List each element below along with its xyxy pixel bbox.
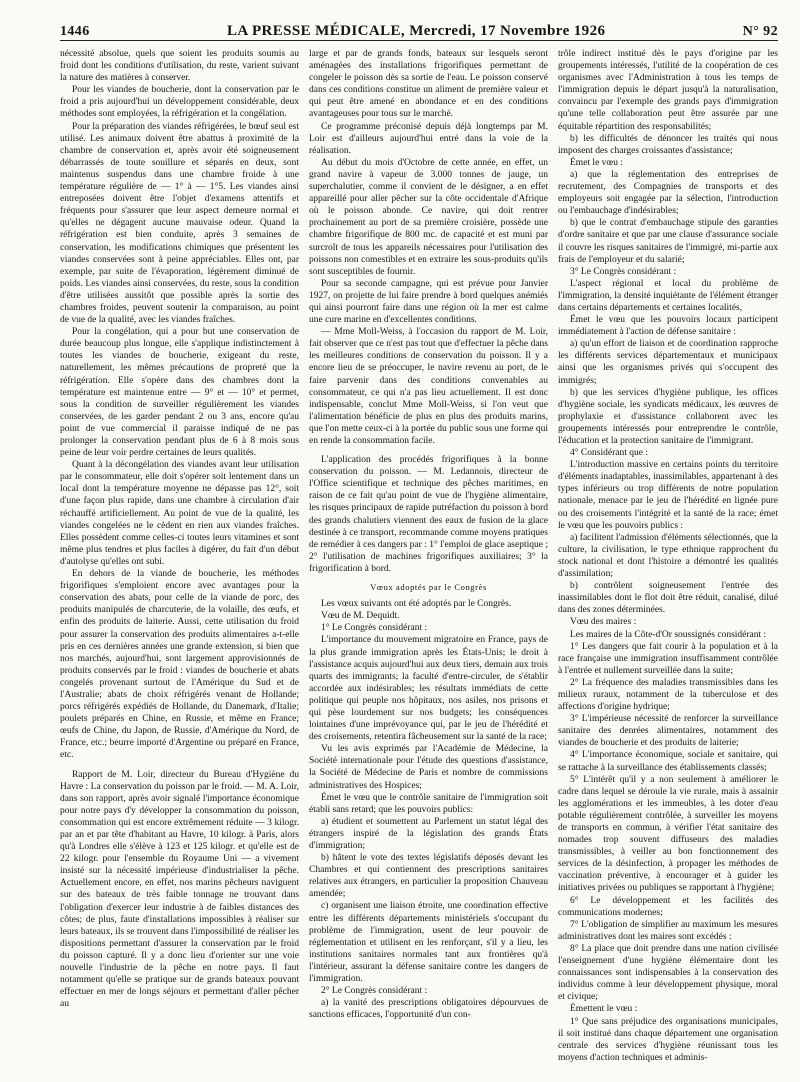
paragraph: c) organisent une liaison étroite, une coordination effective entre les différents départements ministériels s'occupant du problème de l'immigration, usent de leur pouvoir de réglementation et utilisent en les renforçant, s'il y a lieu, les institutions sanitaires normales tant aux frontières qu'à l'intérieur, assurant la défense sanitaire contre les dangers de l'immigration. xyxy=(309,901,548,985)
paragraph: Pour la préparation des viandes réfrigérées, le bœuf seul est utilisé. Les animaux doivent être abattus à proximité de la chambre de conservation et, après avoir été soigneusement débarrassés de toute souillure et séparés en deux, sont maintenus suspendus dans une chambre froide à une température régulière de — 1° à — 1°5. Les viandes ainsi entreposées doivent être l'objet d'examens attentifs et fréquents pour s'assurer que leur aspect demeure normal et qu'elles ne dégagent aucune mauvaise odeur. Quand la réfrigération est bien conduite, après 3 semaines de conservation, les modifications chimiques que présentent les viandes conservées sont à peine appréciables. Elles ont, par exemple, par suite de l'évaporation, légèrement diminué de poids. Les viandes ainsi conservées, du reste, sous la condition d'être utilisées aussitôt que possible après la sortie des chambres froides, peuvent soutenir la comparaison, au point de vue de la qualité, avec les viandes fraîches. xyxy=(60,121,299,326)
paragraph: Ce programme préconisé depuis déjà longtemps par M. Loir est d'ailleurs aujourd'hui entré dans la voie de la réalisation. xyxy=(309,121,548,156)
paragraph: 5° L'intérêt qu'il y a non seulement à améliorer le cadre dans lequel se déroule la vie rurale, mais à assainir les agglomérations et les immeubles, à les doter d'eau potable régulièrement contrôlée, à surveiller les moyens de transports en commun, à vérifier l'état sanitaire des nomades trop souvent diffuseurs des maladies transmissibles, à veiller au bon fonctionnement des services de la désinfection, à propager les méthodes de vaccination préventive, à encourager et à guider les initiatives privées ou publiques se rapportant à l'hygiène; xyxy=(558,774,778,894)
paragraph: — Mme Moll-Weiss, à l'occasion du rapport de M. Loir, fait observer que ce n'est pas tout que d'effectuer la pêche dans les meilleures conditions de conservation du poisson. Il y a encore lieu de se préoccuper, le navire revenu au port, de le faire parvenir dans des conditions convenables au consommateur, ce qui n'a pas lieu actuellement. Il est donc indispensable, conclut Mme Moll-Weiss, si l'on veut que l'alimentation bénéficie de plus en plus des produits marins, que l'on mette ceux-ci à la portée du public sous une forme qui en rende la consommation facile. xyxy=(309,327,548,446)
page-number: 1446 xyxy=(60,24,90,39)
paragraph: b) les difficultés de dénoncer les traités qui nous imposent des charges croissantes d'assistance; xyxy=(558,133,778,156)
paragraph: Quant à la décongélation des viandes avant leur utilisation par le consommateur, elle doit s'opérer soit lentement dans un local dont la température moyenne ne dépasse pas 12°, soit d'une façon plus rapide, dans une chambre à circulation d'air réchauffé artificiellement. Au point de vue de la qualité, les viandes congelées ne le cèdent en rien aux viandes fraîches. Elles possèdent comme celles-ci toutes leurs vitamines et sont même plus tendres et plus faciles à digérer, du fait d'un début d'autolyse qu'elles ont subi. xyxy=(60,460,299,567)
paragraph: 7° L'obligation de simplifier au maximum les mesures administratives dont les maires sont excédés : xyxy=(558,919,778,942)
paragraph: 3° L'impérieuse nécessité de renforcer la surveillance sanitaire des denrées alimentaires, notamment des viandes de boucherie et des produits de laiterie; xyxy=(558,714,778,749)
paragraph: Pour la congélation, qui a pour but une conservation de durée beaucoup plus longue, elle s'applique indistinctement à toutes les viandes de boucherie, exigeant du reste, naturellement, les mêmes précautions de propreté que la réfrigération. Elle s'opère dans des chambres dont la température est maintenue entre — 9° et — 10° et permet, sous la condition de surveiller régulièrement les viandes conservées, de les garder pendant 2 ou 3 ans, encore qu'au point de vue commercial il paraisse indiqué de ne pas prolonger la conservation pendant plus de 6 à 8 mois sous peine de leur voir perdre certaines de leurs qualités. xyxy=(60,327,299,459)
paragraph: L'introduction massive en certains points du territoire d'éléments inadaptables, inassimilables, appartenant à des types inférieurs ou trop différents de notre population nationale, menace par le jeu de l'hérédité en lignée pure ou des croisements l'intégrité et la santé de la race; émet le vœu que les pouvoirs publics : xyxy=(558,460,778,531)
paragraph: Les maires de la Côte-d'Or soussignés considérant : xyxy=(570,629,767,640)
paragraph: b) hâtent le vote des textes législatifs déposés devant les Chambres et qui contiennent des prescriptions sanitaires relatives aux étrangers, en particulier la proposition Chauveau amendée; xyxy=(309,853,548,900)
paragraph: nécessité absolue, quels que soient les produits soumis au froid dont les conditions d'utilisation, du reste, varient suivant la nature des matières à conserver. xyxy=(60,49,299,84)
text-column-2 xyxy=(309,48,548,1076)
paragraph: Émet le vœu que le contrôle sanitaire de l'immigration soit établi sans retard; que les pouvoirs publics: xyxy=(309,792,548,815)
paragraph: 2° La fréquence des maladies transmissibles dans les milieux ruraux, notamment de la tuberculose et des affections d'origine hydrique; xyxy=(558,677,778,713)
paragraph: L'importance du mouvement migratoire en France, pays de la plus grande immigration après les États-Unis; le droit à l'assistance acquis aujourd'hui aux deux tiers, demain aux trois quarts des immigrants; la faculté d'entre-circuler, de s'établir accordée aux indésirables; les résultats immédiats de cette politique qui peuple nos hôpitaux, nos asiles, nos prisons et qui pèse lourdement sur nos budgets; les conséquences lointaines d'une imprévoyance qui, par le jeu de l'hérédité et des croisements, retentira fâcheusement sur la santé de la race; xyxy=(309,635,548,743)
paragraph: Au début du mois d'Octobre de cette année, en effet, un grand navire à vapeur de 3.000 tonnes de jauge, un superchalutier, comme il convient de le désigner, a en effet appareillé pour aller pêcher sur la côte occidentale d'Afrique où le poisson abonde. Ce navire, qui doit rentrer prochainement au port de sa première croisière, possède une chambre frigorifique de 800 mc. de capacité et est muni par surcroît de tous les appareils nécessaires pour l'utilisation des poissons non comestibles et en extraire les sous-produits qu'ils sont susceptibles de fournir. xyxy=(309,157,548,277)
paragraph: 8° La place que doit prendre dans une nation civilisée l'enseignement d'une hygiène élémentaire dont les connaissances sont indispensables à la conservation des individus comme à leur développement physique, moral et civique; xyxy=(558,943,778,1003)
paragraph: b) que le contrat d'embauchage stipule des garanties d'ordre sanitaire et que par une clause d'assurance sociale il couvre les risques sanitaires de l'immigré, mi-partie aux frais de l'employeur et du salarié; xyxy=(558,218,778,265)
paragraph: 1° Le Congrès considérant : xyxy=(321,623,428,634)
paragraph: Émet le vœu : xyxy=(570,157,624,168)
paragraph: 4° Considérant que : xyxy=(570,448,648,459)
paragraph: b) contrôlent soigneusement l'entrée des inassimilables dont le flot doit être réduit, canalisé, dilué dans des zones déterminées. xyxy=(558,581,778,616)
paragraph: a) qu'un effort de liaison et de coordination rapproche les différents services départementaux et municipaux ainsi que les organismes privés qui s'occupent des immigrés; xyxy=(558,339,778,386)
paragraph: Les vœux suivants ont été adoptés par le Congrès. xyxy=(321,599,512,610)
paragraph: L'application des procédés frigorifiques à la bonne conservation du poisson. — M. Ledannois, directeur de l'Office scientifique et technique des pêches maritimes, en raison de ce fait qu'au point de vue de l'hygiène alimentaire, les risques principaux de rapide putréfaction du poisson à bord des grands chalutiers viennent des eaux de fusion de la glace destinée à ce transport, recommande comme moyens pratiques de remédier à ces dangers par : 1° l'emploi de glace aseptique ; 2° l'utilisation de machines frigorifiques auxiliaires; 3° la frigorification à bord. xyxy=(309,455,548,574)
paragraph: Vœu de M. Dequidt. xyxy=(321,611,400,622)
issue-number: N° 92 xyxy=(742,24,778,39)
paragraph: Pour les viandes de boucherie, dont la conservation par le froid a pris aujourd'hui un développement considérable, deux méthodes sont employées, la réfrigération et la congélation. xyxy=(60,85,299,120)
paragraph: 2° Le Congrès considérant : xyxy=(321,986,428,997)
paragraph: trôle indirect institué dès le pays d'origine par les groupements intéressés, l'utilité de la coopération de ces organismes avec l'Administration à tous les temps de l'immigration depuis le départ jusqu'à la naturalisation, convaincu par l'exemple des grands pays d'immigration qu'une telle collaboration peut être assurée par une équitable répartition des responsabilités; xyxy=(558,49,778,132)
paragraph: En dehors de la viande de boucherie, les méthodes frigorifiques s'emploient encore avec avantages pour la conservation des abats, pour celle de la viande de porc, des produits manipulés de charcuterie, de la volaille, des œufs, et enfin des produits de laiterie. Aussi, cette utilisation du froid pour assurer la conservation des produits alimentaires a-t-elle pris en ces dernières années une grande extension, si bien que nos marchés, aujourd'hui, sont largement approvisionnés de produits conservés par le froid : viandes de boucherie et abats congelés provenant surtout de l'Amérique du Sud et de l'Australie; abats de choix réfrigérés venant de Hollande; porcs réfrigérés expédiés de Hollande, du Danemark, d'Italie; poulets préparés en Chine, en Russie, et même en France; œufs de Chine, du Japon, de Russie, d'Amérique du Nord, de France, etc.; beurre importé d'Argentine ou préparé en France, etc. xyxy=(60,569,299,761)
text-column-1 xyxy=(60,48,299,1076)
paragraph: Rapport de M. Loir, directeur du Bureau d'Hygiène du Havre : La conservation du poisson par le froid. — M. A. Loir, dans son rapport, après avoir signalé l'importance économique pour notre pays d'y développer la consommation du poisson, consommation qui est encore extrêmement réduite — 3 kilogr. par an et par tête d'habitant au Havre, 10 kilogr. à Paris, alors qu'à Londres elle s'élève à 123 et 125 kilogr. et qu'elle est de 22 kilogr. pour l'ensemble du Royaume Uni — a vivement insisté sur la nécessité impérieuse d'industrialiser la pêche. Actuellement encore, en effet, nos marins pêcheurs naviguent sur des bateaux de très faible tonnage ne trouvant dans l'obligation d'exercer leur industrie à de faibles distances des côtes; de plus, faute d'installations impossibles à réaliser sur leurs bateaux, ils se trouvent dans l'impossibilité de réaliser les dispositions permettant d'assurer la conservation par le froid du poisson capturé. Il y a donc lieu d'orienter sur une voie nouvelle l'industrie de la pêche en notre pays. Il faut notamment qu'elle se pratique sur de grands bateaux pouvant effectuer en mer de longs séjours et permettant d'aller pêcher au xyxy=(60,769,299,1010)
paragraph: 4° L'importance économique, sociale et sanitaire, qui se rattache à la surveillance des établissements classés; xyxy=(558,750,778,773)
paragraph: Vœu des maires : xyxy=(570,617,637,628)
paragraph: L'aspect régional et local du problème de l'immigration, la densité inquiétante de l'élément étranger dans certains départements et certaines localités, xyxy=(558,278,778,313)
paragraph: a) que la réglementation des entreprises de recrutement, des Compagnies de transports et des employeurs soit engagée par la sélection, l'introduction ou l'embauchage d'indésirables; xyxy=(558,169,778,217)
text-column-3 xyxy=(558,48,778,1076)
paragraph: 3° Le Congrès considérant : xyxy=(570,266,677,277)
paragraph: 1° Que sans préjudice des organisations municipales, il soit institué dans chaque département une organisation centrale des services d'hygiène réunissant tous les moyens d'action techniques et adminis- xyxy=(558,1016,778,1063)
paragraph: Émet le vœu que les pouvoirs locaux participent immédiatement à l'action de défense sanitaire : xyxy=(558,315,778,338)
paragraph: a) étudient et soumettent au Parlement un statut légal des étrangers inspiré de la législation des grands États d'immigration; xyxy=(309,816,548,851)
journal-title: LA PRESSE MÉDICALE, Mercredi, 17 Novembre 1926 xyxy=(226,23,606,39)
paragraph: Vu les avis exprimés par l'Académie de Médecine, la Société internationale pour l'étude des questions d'assistance, la Société de Médecine de Paris et nombre de commissions administratives des Hospices; xyxy=(309,744,548,791)
header-rule xyxy=(60,40,778,41)
paragraph: a) la vanité des prescriptions obligatoires dépourvues de sanctions efficaces, l'opportunité d'un con- xyxy=(309,998,548,1021)
page-header xyxy=(60,14,778,40)
paragraph: Pour sa seconde campagne, qui est prévue pour Janvier 1927, on projette de lui faire prendre à bord quelques anémiés qui ainsi pourront faire dans une région où la mer est calme une cure marine en d'excellentes conditions. xyxy=(309,278,548,326)
paragraph: a) facilitent l'admission d'éléments sélectionnés, que la culture, la civilisation, le type ethnique rapprochent du stock national et dont l'histoire a démontré les qualités d'assimilation; xyxy=(558,532,778,580)
paragraph: 6° Le développement et les facilités des communications modernes; xyxy=(558,895,778,918)
paragraph: large et par de grands fonds, bateaux sur lesquels seront aménagées des installations frigorifiques permettant de congeler le poisson dès sa sortie de l'eau. Le poisson conservé dans ces conditions constitue un aliment de première valeur et qui peut être amené en abondance et en des conditions avantageuses pour tous sur le marché. xyxy=(309,49,548,120)
paragraph: b) que les services d'hygiène publique, les offices d'hygiène sociale, les syndicats médicaux, les œuvres de prophylaxie et d'assistance collaborent avec les groupements intéressés pour entreprendre le contrôle, l'éducation et la protection sanitaire de l'immigrant. xyxy=(558,387,778,446)
section-heading: Vœux adoptés par le Congrès xyxy=(370,582,487,593)
paragraph: 1° Les dangers que fait courir à la population et à la race française une immigration insuffisamment contrôlée à l'entrée et nullement surveillée dans la suite; xyxy=(558,641,778,676)
paragraph: Émettent le vœu : xyxy=(570,1004,638,1015)
